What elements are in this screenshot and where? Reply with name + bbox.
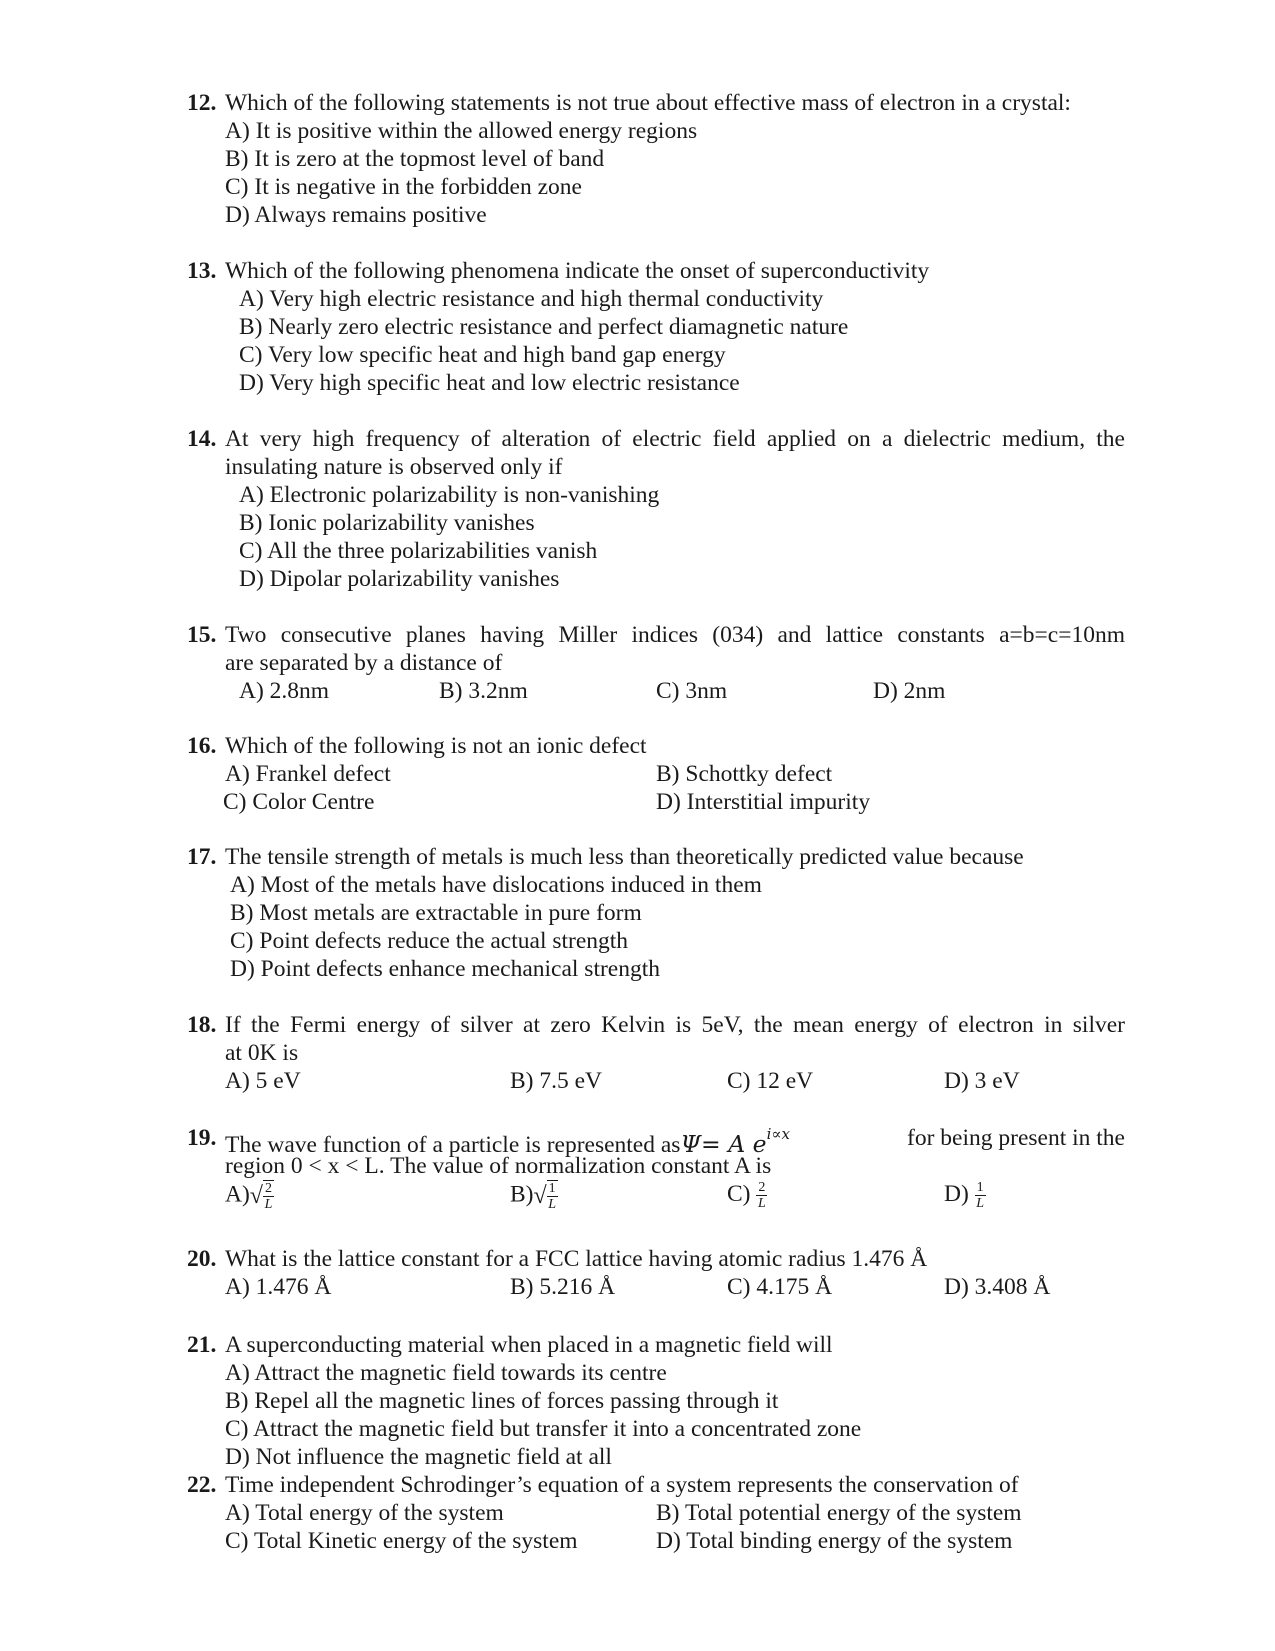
question-12 xyxy=(187,89,1125,228)
option-a: A) Electronic polarizability is non-vanishing xyxy=(239,482,660,508)
question-18 xyxy=(187,1011,1125,1094)
option-d: D) Not influence the magnetic field at all xyxy=(225,1444,612,1470)
option-c: C) Total Kinetic energy of the system xyxy=(225,1528,578,1554)
option-b xyxy=(510,1180,558,1212)
option-b: B) 7.5 eV xyxy=(510,1068,603,1094)
option-label: B) xyxy=(510,1181,534,1208)
frac-numerator: 2 xyxy=(264,1181,272,1196)
frac-denominator: L xyxy=(976,1196,985,1212)
option-a: A) Very high electric resistance and high thermal conductivity xyxy=(239,286,824,312)
question-text-line-2: insulating nature is observed only if xyxy=(225,454,563,480)
question-text: Time independent Schrodinger’s equation of a system represents the conservation of xyxy=(225,1472,1019,1498)
option-a xyxy=(225,1180,274,1212)
question-text: Which of the following statements is not true about effective mass of electron in a crystal: xyxy=(225,90,1071,116)
question-text: The tensile strength of metals is much less than theoretically predicted value because xyxy=(225,844,1024,870)
option-d: D) 2nm xyxy=(873,678,946,704)
question-16 xyxy=(187,732,1125,815)
option-d: D) Dipolar polarizability vanishes xyxy=(239,566,560,592)
option-d: D) 3.408 Å xyxy=(944,1274,1051,1300)
option-c: C) Attract the magnetic field but transfer it into a concentrated zone xyxy=(225,1416,862,1442)
option-b: B) 3.2nm xyxy=(439,678,528,704)
question-text: Which of the following is not an ionic defect xyxy=(225,733,647,759)
option-d: D) Very high specific heat and low electric resistance xyxy=(239,370,740,396)
option-a: A) Total energy of the system xyxy=(225,1500,504,1526)
sqrt-icon: √ $\frac{2}{L}$ xyxy=(249,1181,273,1212)
option-d: D) Total binding energy of the system xyxy=(656,1528,1013,1554)
option-a: A) 5 eV xyxy=(225,1068,301,1094)
option-b: B) Nearly zero electric resistance and perfect diamagnetic nature xyxy=(239,314,849,340)
question-20 xyxy=(187,1245,1125,1300)
question-number: 17. xyxy=(187,844,217,870)
question-text-line-2: region 0 < x < L. The value of normalization constant A is xyxy=(225,1153,772,1179)
question-22 xyxy=(187,1471,1125,1554)
question-number: 18. xyxy=(187,1012,217,1038)
frac-denominator: L xyxy=(548,1197,557,1212)
fraction xyxy=(756,1180,767,1211)
option-a: A) 1.476 Å xyxy=(225,1274,332,1300)
question-text: A superconducting material when placed in a magnetic field will xyxy=(225,1332,833,1358)
option-a: A) Attract the magnetic field towards its centre xyxy=(225,1360,667,1386)
question-text-line-2: are separated by a distance of xyxy=(225,650,503,676)
fraction xyxy=(975,1180,986,1211)
option-b: B) Repel all the magnetic lines of forces passing through it xyxy=(225,1388,779,1414)
formula-exponent: i∝x xyxy=(766,1125,790,1143)
option-d: D) Always remains positive xyxy=(225,202,487,228)
question-text: Which of the following phenomena indicate the onset of superconductivity xyxy=(225,258,930,284)
option-c: C) 12 eV xyxy=(727,1068,814,1094)
question-15 xyxy=(187,621,1125,704)
frac-denominator: L xyxy=(757,1196,766,1212)
frac-denominator: L xyxy=(264,1197,273,1212)
question-number: 12. xyxy=(187,90,217,116)
frac-numerator: 1 xyxy=(548,1181,556,1196)
question-number: 21. xyxy=(187,1332,217,1358)
option-c: C) Very low specific heat and high band gap energy xyxy=(239,342,726,368)
question-19 xyxy=(187,1124,1125,1212)
option-a: A) It is positive within the allowed energy regions xyxy=(225,118,698,144)
option-d xyxy=(944,1180,986,1211)
option-label: C) xyxy=(727,1181,751,1207)
option-a: A) Most of the metals have dislocations induced in them xyxy=(230,872,762,898)
option-d: D) 3 eV xyxy=(944,1068,1020,1094)
question-text-pre: The wave function of a particle is represented as xyxy=(225,1131,681,1158)
question-number: 19. xyxy=(187,1125,217,1151)
option-a: A) Frankel defect xyxy=(225,761,391,787)
option-c: C) Color Centre xyxy=(223,789,375,815)
option-c: C) 3nm xyxy=(656,678,728,704)
option-label: D) xyxy=(944,1181,969,1207)
question-17 xyxy=(187,843,1125,982)
option-c: C) It is negative in the forbidden zone xyxy=(225,174,582,200)
option-b: B) Most metals are extractable in pure form xyxy=(230,900,642,926)
option-b: B) 5.216 Å xyxy=(510,1274,616,1300)
question-text-line-1: At very high frequency of alteration of electric field applied on a dielectric medium, the xyxy=(225,426,1125,452)
option-b: B) Ionic polarizability vanishes xyxy=(239,510,535,536)
question-21 xyxy=(187,1331,1125,1470)
question-number: 20. xyxy=(187,1246,217,1272)
option-b: B) It is zero at the topmost level of band xyxy=(225,146,605,172)
question-text: What is the lattice constant for a FCC lattice having atomic radius 1.476 Å xyxy=(225,1246,928,1272)
option-label: A) xyxy=(225,1181,250,1208)
frac-numerator: 2 xyxy=(758,1180,766,1196)
option-d: D) Interstitial impurity xyxy=(656,789,871,815)
question-14 xyxy=(187,425,1125,592)
question-text-line-1: Two consecutive planes having Miller indices (034) and lattice constants a=b=c=10nm xyxy=(225,622,1125,648)
question-number: 14. xyxy=(187,426,217,452)
option-a: A) 2.8nm xyxy=(239,678,330,704)
question-text-post: for being present in the xyxy=(907,1125,1125,1151)
option-c: C) All the three polarizabilities vanish xyxy=(239,538,598,564)
option-b: B) Total potential energy of the system xyxy=(656,1500,1022,1526)
sqrt-icon: √ $\frac{1}{L}$ xyxy=(533,1181,557,1212)
frac-numerator: 1 xyxy=(976,1180,984,1196)
formula-base: Ψ= A e xyxy=(680,1129,767,1158)
option-c: C) Point defects reduce the actual strength xyxy=(230,928,629,954)
question-text-line-2: at 0K is xyxy=(225,1040,299,1066)
option-d: D) Point defects enhance mechanical strength xyxy=(230,956,661,982)
question-text-line-1: If the Fermi energy of silver at zero Kelvin is 5eV, the mean energy of electron in silver xyxy=(225,1012,1125,1038)
option-c: C) 4.175 Å xyxy=(727,1274,833,1300)
option-c xyxy=(727,1180,767,1211)
question-number: 16. xyxy=(187,733,217,759)
question-number: 22. xyxy=(187,1472,217,1498)
question-13 xyxy=(187,257,1125,396)
option-b: B) Schottky defect xyxy=(656,761,833,787)
question-number: 13. xyxy=(187,258,217,284)
question-number: 15. xyxy=(187,622,217,648)
